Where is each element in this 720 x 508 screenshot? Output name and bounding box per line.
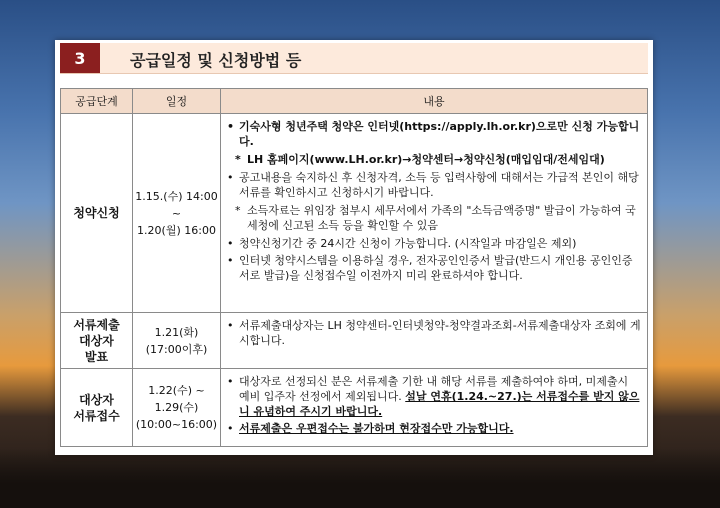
period-text: 1.29(수) <box>154 401 199 414</box>
bullet-text: 기숙사형 청년주택 청약은 인터넷(https://apply.lh.or.kr)으로만 신청 가능합니다. <box>239 120 640 148</box>
bullet-text-wrap <box>239 374 641 419</box>
note-item <box>235 152 641 167</box>
period-cell <box>133 313 221 369</box>
period-text: (17:00이후) <box>145 342 208 356</box>
bullet-item <box>227 318 641 348</box>
stage-label: 대상자 <box>79 392 114 407</box>
stage-label: 서류접수 <box>73 408 120 423</box>
bullet-marker: • <box>227 120 235 133</box>
note-item <box>235 203 641 233</box>
bullet-text-wrap <box>239 119 641 149</box>
content-card <box>55 40 653 455</box>
content-cell <box>221 313 648 369</box>
section-number: 3 <box>60 43 100 73</box>
stage-label: 대상자 <box>79 333 114 348</box>
bullet-marker: • <box>227 237 234 250</box>
section-title-bar <box>60 43 648 74</box>
bullet-marker: • <box>227 254 234 267</box>
bullet-item <box>227 236 641 251</box>
bullet-item <box>227 421 641 436</box>
bullet-item <box>227 170 641 200</box>
table-row <box>61 114 648 313</box>
table-row <box>61 369 648 447</box>
bullet-item <box>227 253 641 283</box>
table-row <box>61 313 648 369</box>
period-text: ~ <box>171 206 182 220</box>
bullet-marker: • <box>227 375 234 388</box>
period-text: 1.20(월) 16:00 <box>137 223 216 237</box>
background-photo <box>0 448 720 508</box>
bullet-item <box>227 119 641 149</box>
bullet-text: 서류제출대상자는 LH 청약센터-인터넷청약-청약결과조회-서류제출대상자 조회에 게시합니다. <box>239 319 641 347</box>
bullet-text: 대상자로 선정되신 분은 서류제출 기한 내 해당 서류를 제출하여야 하며, 미제출시 예비 입주자 선정에서 제외됩니다. <box>239 375 629 403</box>
stage-cell <box>61 313 133 369</box>
content-cell <box>221 369 648 447</box>
bullet-text-wrap <box>247 152 641 167</box>
header-content: 내용 <box>221 89 648 114</box>
emphasized-text: 서류제출은 우편접수는 불가하며 현장접수만 가능합니다. <box>239 422 514 435</box>
bullet-text-wrap <box>239 421 641 436</box>
bullet-marker: • <box>227 422 234 435</box>
period-text: (10:00~16:00) <box>135 418 218 431</box>
bullet-text: 인터넷 청약시스템을 이용하실 경우, 전자공인인증서 발급(반드시 개인용 공인인증서로 발급)을 신청접수일 이전까지 미리 완료하셔야 합니다. <box>239 254 633 282</box>
bullet-text-wrap <box>239 318 641 348</box>
stage-cell <box>61 114 133 313</box>
header-period: 일정 <box>133 89 221 114</box>
period-text: 1.15.(수) 14:00 <box>135 189 218 203</box>
bullet-text-wrap <box>239 236 641 251</box>
schedule-table <box>60 88 648 447</box>
bullet-marker: • <box>227 171 234 184</box>
bullet-text: 공고내용을 숙지하신 후 신청자격, 소득 등 입력사항에 대해서는 가급적 본인이 해당서류를 확인하시고 신청하시기 바랍니다. <box>239 171 639 199</box>
bullet-text-wrap <box>239 170 641 200</box>
period-cell <box>133 114 221 313</box>
content-cell <box>221 114 648 313</box>
stage-cell <box>61 369 133 447</box>
header-stage: 공급단계 <box>61 89 133 114</box>
period-cell <box>133 369 221 447</box>
bullet-marker: • <box>227 319 234 332</box>
bullet-text: 청약신청기간 중 24시간 신청이 가능합니다. (시작일과 마감일은 제외) <box>239 237 577 250</box>
bullet-text-wrap <box>239 253 641 283</box>
bullet-item <box>227 374 641 419</box>
bullet-text-wrap <box>247 203 641 233</box>
stage-label: 서류제출 <box>73 317 120 332</box>
table-header-row <box>61 89 648 114</box>
emphasized-text: 설날 연휴(1.24.~27.)는 서류접수를 받지 않으니 유념하여 주시기 바랍니다. <box>239 390 640 418</box>
stage-label: 청약신청 <box>73 206 120 220</box>
period-text: 1.21(화) <box>154 325 199 339</box>
section-title: 공급일정 및 신청방법 등 <box>130 51 302 70</box>
bullet-marker: * <box>235 153 241 166</box>
bullet-text: 소득자료는 위임장 첨부시 세무서에서 가족의 "소득금액증명" 발급이 가능하여 국세청에 신고된 소득 등을 확인할 수 있음 <box>247 204 636 232</box>
bullet-text: LH 홈페이지(www.LH.or.kr)→청약센터→청약신청(매입임대/전세임대) <box>247 153 605 166</box>
stage-label: 발표 <box>84 349 109 364</box>
bullet-marker: * <box>235 204 241 217</box>
period-text: 1.22(수) ~ <box>148 384 205 397</box>
